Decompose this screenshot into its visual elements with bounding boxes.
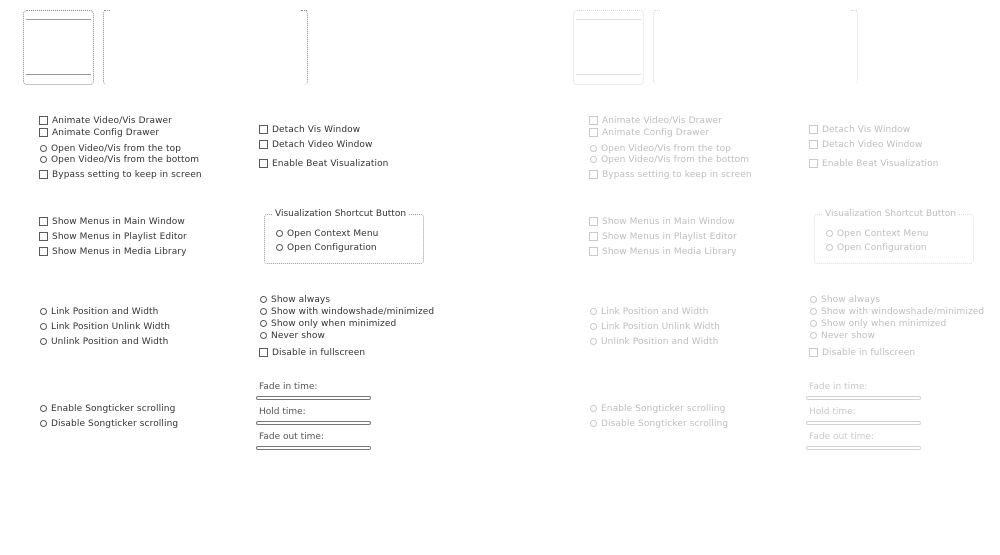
radio-icon xyxy=(590,145,597,152)
checkbox-icon xyxy=(589,232,598,241)
open-from-top-radio: Open Video/Vis from the top xyxy=(589,143,731,154)
vis-preview-frame xyxy=(653,10,858,85)
link-position-unlink-width-radio[interactable]: Link Position Unlink Width xyxy=(39,321,170,332)
config-panel-disabled xyxy=(550,0,1000,555)
radio-icon xyxy=(590,420,597,427)
bypass-keep-in-screen-checkbox: Bypass setting to keep in screen xyxy=(589,169,752,180)
radio-icon xyxy=(276,230,283,237)
show-always-radio: Show always xyxy=(809,294,880,305)
show-windowshade-radio[interactable]: Show with windowshade/minimized xyxy=(259,306,434,317)
radio-icon xyxy=(590,338,597,345)
disable-songticker-radio[interactable]: Disable Songticker scrolling xyxy=(39,418,178,429)
unlink-position-width-radio[interactable]: Unlink Position and Width xyxy=(39,336,168,347)
vis-preview-frame xyxy=(103,10,308,85)
checkbox-icon xyxy=(809,348,818,357)
animate-config-drawer-checkbox: Animate Config Drawer xyxy=(589,127,709,138)
show-menus-media-library-checkbox: Show Menus in Media Library xyxy=(589,246,737,257)
animate-vis-drawer-checkbox: Animate Video/Vis Drawer xyxy=(589,115,722,126)
radio-icon xyxy=(810,296,817,303)
checkbox-icon xyxy=(39,232,48,241)
vis-shortcut-group xyxy=(264,209,424,264)
drawer-preview-frame xyxy=(23,10,94,85)
fade-out-time-slider[interactable] xyxy=(256,446,371,450)
hold-time-slider xyxy=(806,421,921,425)
show-menus-main-checkbox[interactable]: Show Menus in Main Window xyxy=(39,216,185,227)
checkbox-icon xyxy=(39,247,48,256)
checkbox-icon xyxy=(589,128,598,137)
radio-icon xyxy=(40,145,47,152)
enable-beat-visualization-checkbox[interactable]: Enable Beat Visualization xyxy=(259,158,388,169)
checkbox-icon xyxy=(589,116,598,125)
radio-icon xyxy=(40,420,47,427)
link-position-width-radio[interactable]: Link Position and Width xyxy=(39,306,158,317)
bypass-keep-in-screen-checkbox[interactable]: Bypass setting to keep in screen xyxy=(39,169,202,180)
radio-icon xyxy=(276,244,283,251)
open-from-top-radio[interactable]: Open Video/Vis from the top xyxy=(39,143,181,154)
radio-icon xyxy=(260,332,267,339)
fade-in-time-slider[interactable] xyxy=(256,396,371,400)
radio-icon xyxy=(810,320,817,327)
unlink-position-width-radio: Unlink Position and Width xyxy=(589,336,718,347)
animate-vis-drawer-checkbox[interactable]: Animate Video/Vis Drawer xyxy=(39,115,172,126)
radio-icon xyxy=(826,244,833,251)
open-configuration-radio[interactable]: Open Configuration xyxy=(275,242,377,253)
checkbox-icon xyxy=(259,348,268,357)
checkbox-icon xyxy=(39,170,48,179)
radio-icon xyxy=(590,308,597,315)
open-from-bottom-radio: Open Video/Vis from the bottom xyxy=(589,154,749,165)
show-menus-playlist-checkbox[interactable]: Show Menus in Playlist Editor xyxy=(39,231,187,242)
radio-icon xyxy=(260,296,267,303)
drawer-preview-frame xyxy=(573,10,644,85)
detach-vis-window-checkbox: Detach Vis Window xyxy=(809,124,910,135)
detach-video-window-checkbox: Detach Video Window xyxy=(809,139,923,150)
link-position-width-radio: Link Position and Width xyxy=(589,306,708,317)
vis-shortcut-group-title: Visualization Shortcut Button xyxy=(275,209,407,219)
hold-time-label: Hold time: xyxy=(809,407,856,417)
show-menus-media-library-checkbox[interactable]: Show Menus in Media Library xyxy=(39,246,187,257)
fade-out-time-label: Fade out time: xyxy=(259,432,324,442)
radio-icon xyxy=(40,338,47,345)
checkbox-icon xyxy=(259,140,268,149)
radio-icon xyxy=(590,405,597,412)
radio-icon xyxy=(40,323,47,330)
hold-time-label: Hold time: xyxy=(259,407,306,417)
enable-songticker-radio[interactable]: Enable Songticker scrolling xyxy=(39,403,175,414)
radio-icon xyxy=(590,323,597,330)
show-only-minimized-radio: Show only when minimized xyxy=(809,318,946,329)
show-windowshade-radio: Show with windowshade/minimized xyxy=(809,306,984,317)
disable-songticker-radio: Disable Songticker scrolling xyxy=(589,418,728,429)
open-from-bottom-radio[interactable]: Open Video/Vis from the bottom xyxy=(39,154,199,165)
checkbox-icon xyxy=(809,140,818,149)
vis-shortcut-group-title: Visualization Shortcut Button xyxy=(825,209,957,219)
radio-icon xyxy=(40,308,47,315)
detach-video-window-checkbox[interactable]: Detach Video Window xyxy=(259,139,373,150)
show-menus-main-checkbox: Show Menus in Main Window xyxy=(589,216,735,227)
radio-icon xyxy=(260,320,267,327)
animate-config-drawer-checkbox[interactable]: Animate Config Drawer xyxy=(39,127,159,138)
never-show-radio: Never show xyxy=(809,330,875,341)
vis-shortcut-group xyxy=(814,209,974,264)
show-only-minimized-radio[interactable]: Show only when minimized xyxy=(259,318,396,329)
checkbox-icon xyxy=(809,125,818,134)
radio-icon xyxy=(590,156,597,163)
link-position-unlink-width-radio: Link Position Unlink Width xyxy=(589,321,720,332)
checkbox-icon xyxy=(39,217,48,226)
fade-out-time-slider xyxy=(806,446,921,450)
disable-fullscreen-checkbox: Disable in fullscreen xyxy=(809,347,915,358)
checkbox-icon xyxy=(39,116,48,125)
hold-time-slider[interactable] xyxy=(256,421,371,425)
never-show-radio[interactable]: Never show xyxy=(259,330,325,341)
open-configuration-radio: Open Configuration xyxy=(825,242,927,253)
fade-in-time-label: Fade in time: xyxy=(259,382,318,392)
checkbox-icon xyxy=(39,128,48,137)
radio-icon xyxy=(260,308,267,315)
checkbox-icon xyxy=(589,247,598,256)
checkbox-icon xyxy=(589,170,598,179)
checkbox-icon xyxy=(259,159,268,168)
fade-in-time-label: Fade in time: xyxy=(809,382,868,392)
radio-icon xyxy=(810,332,817,339)
enable-songticker-radio: Enable Songticker scrolling xyxy=(589,403,725,414)
detach-vis-window-checkbox[interactable]: Detach Vis Window xyxy=(259,124,360,135)
radio-icon xyxy=(826,230,833,237)
show-always-radio[interactable]: Show always xyxy=(259,294,330,305)
show-menus-playlist-checkbox: Show Menus in Playlist Editor xyxy=(589,231,737,242)
open-context-menu-radio: Open Context Menu xyxy=(825,228,928,239)
radio-icon xyxy=(40,156,47,163)
radio-icon xyxy=(810,308,817,315)
fade-in-time-slider xyxy=(806,396,921,400)
checkbox-icon xyxy=(259,125,268,134)
fade-out-time-label: Fade out time: xyxy=(809,432,874,442)
checkbox-icon xyxy=(809,159,818,168)
radio-icon xyxy=(40,405,47,412)
open-context-menu-radio[interactable]: Open Context Menu xyxy=(275,228,378,239)
checkbox-icon xyxy=(589,217,598,226)
enable-beat-visualization-checkbox: Enable Beat Visualization xyxy=(809,158,938,169)
disable-fullscreen-checkbox[interactable]: Disable in fullscreen xyxy=(259,347,365,358)
